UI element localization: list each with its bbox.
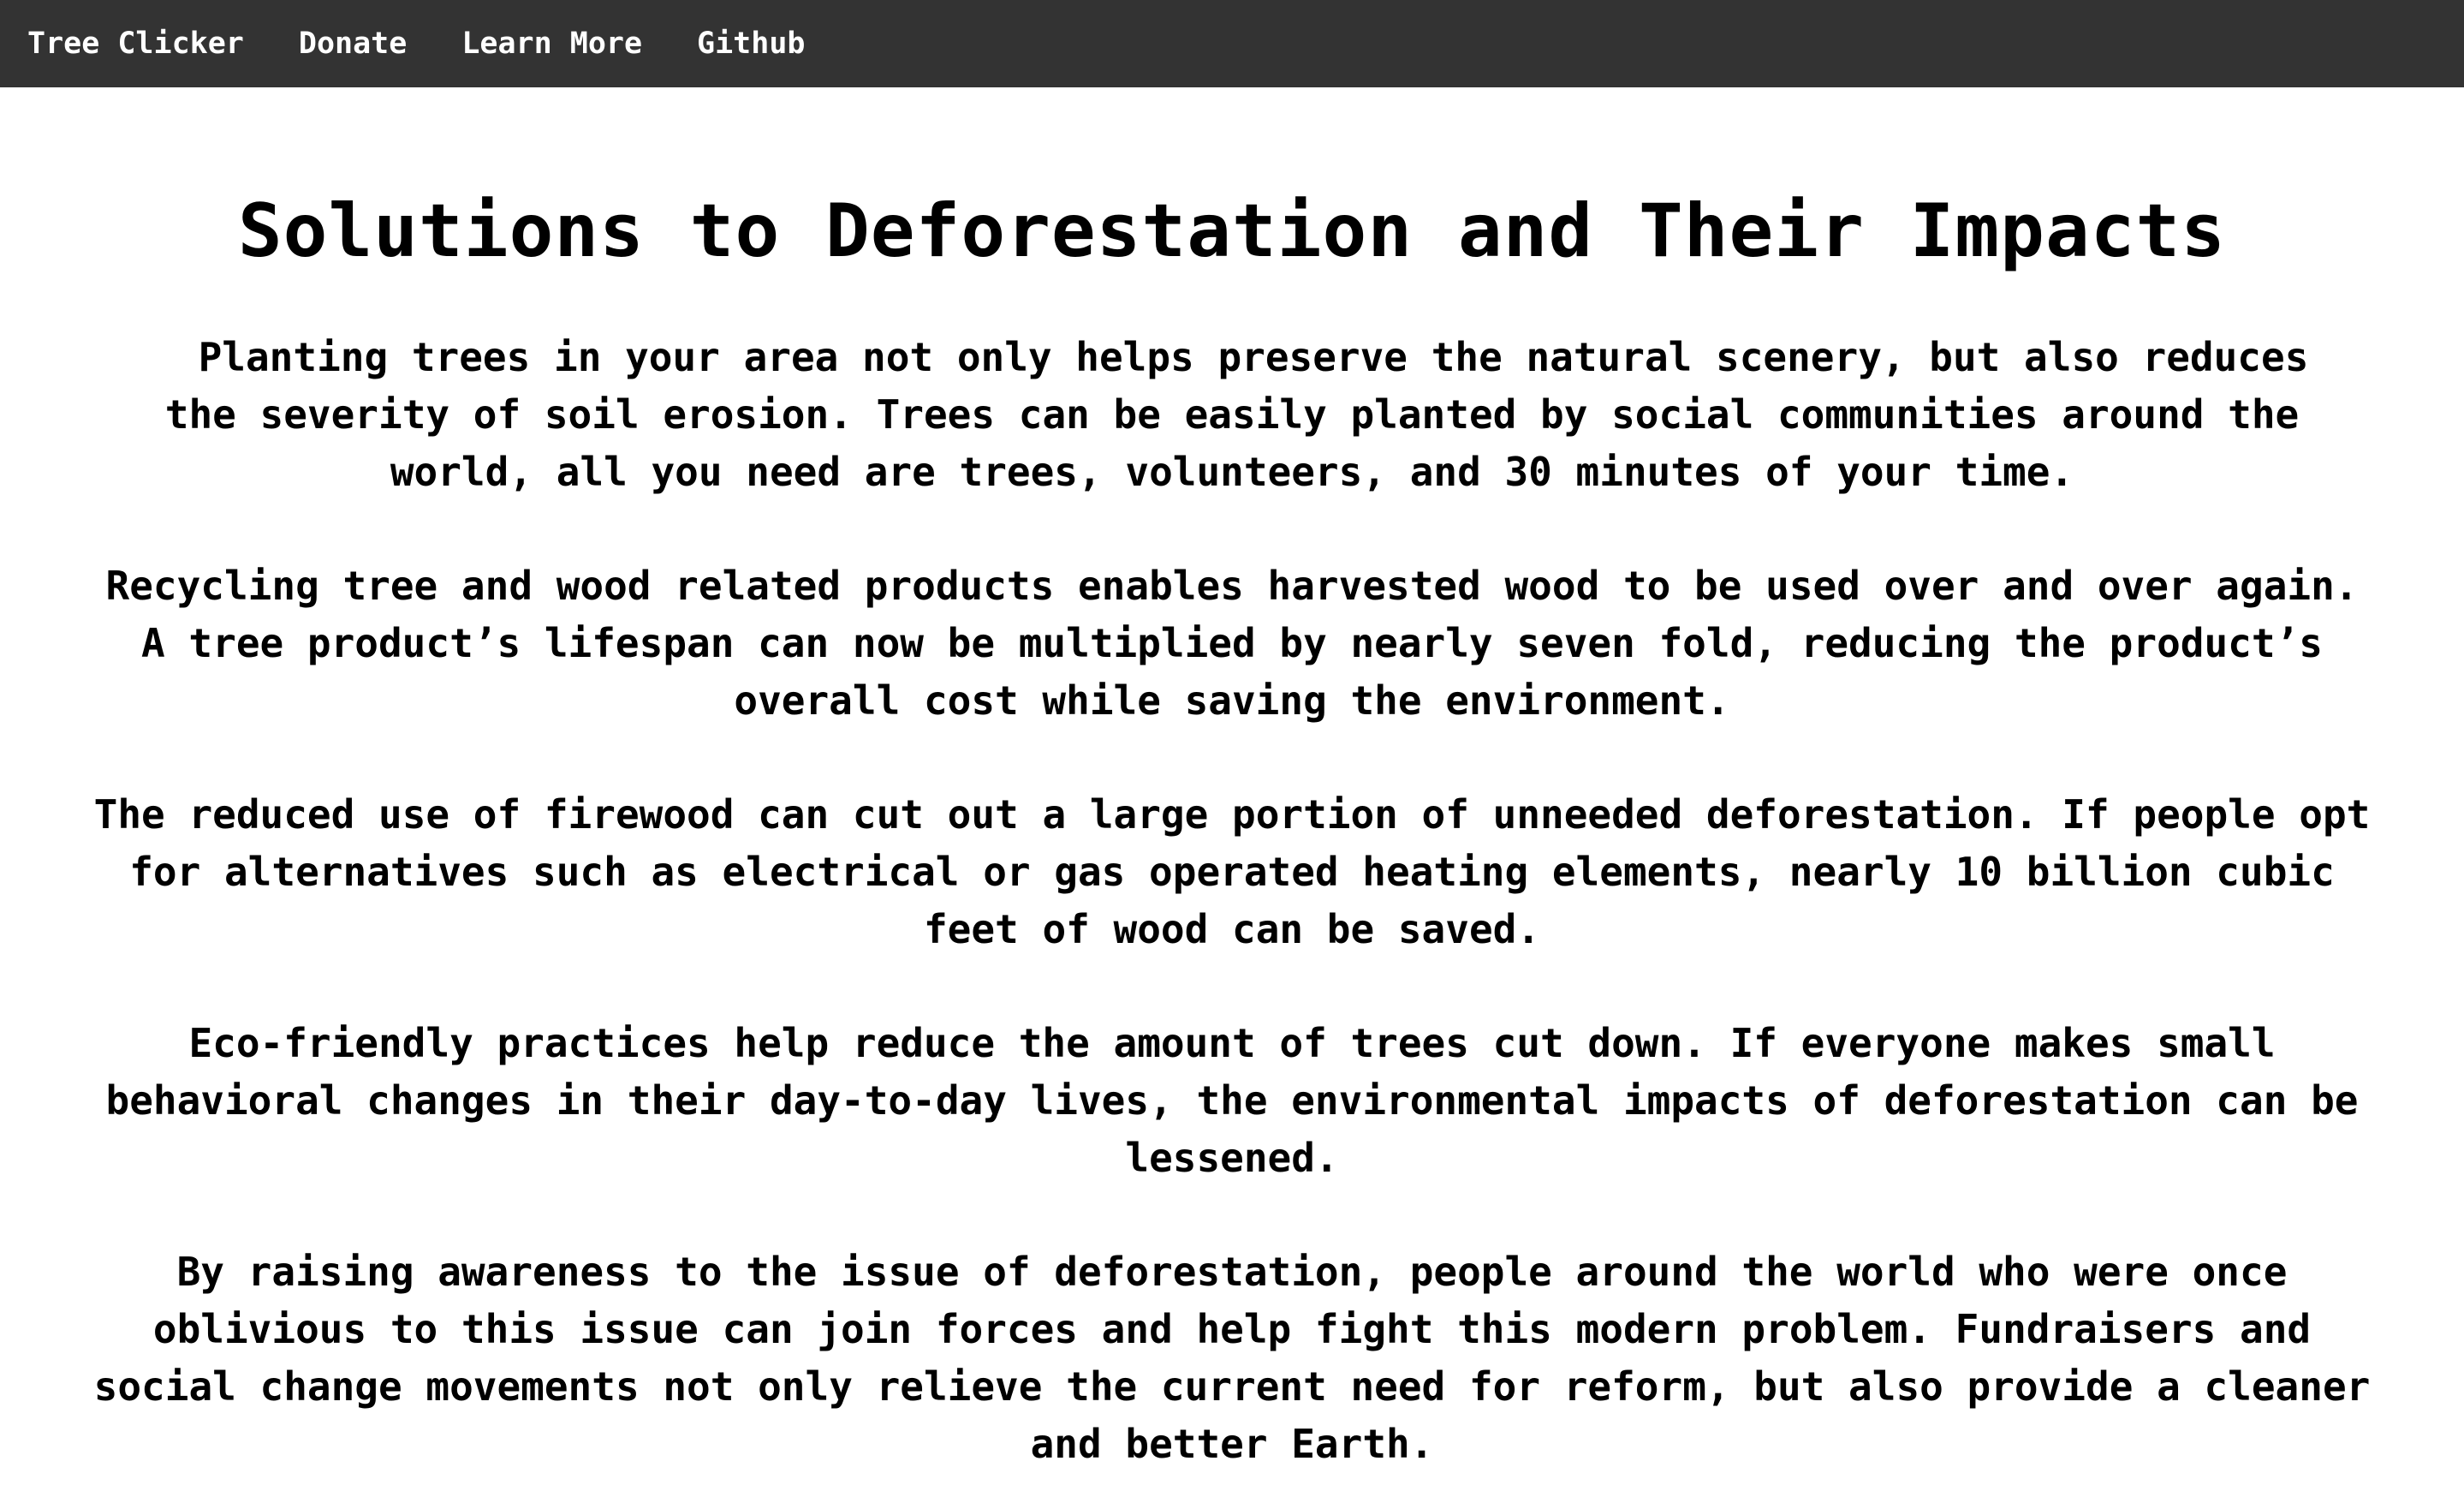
nav-link-tree-clicker[interactable]: Tree Clicker <box>27 27 244 61</box>
nav-link-donate[interactable]: Donate <box>298 27 408 61</box>
paragraph-recycling: Recycling tree and wood related products enables harvested wood to be used over and over again. A tree product’s lifespan can now be multiplied by nearly seven fold, reducing the product’s overall cost while saving the environment. <box>105 563 2359 724</box>
nav-link-github[interactable]: Github <box>697 27 806 61</box>
nav-link-learn-more[interactable]: Learn More <box>461 27 643 61</box>
paragraph-awareness: By raising awareness to the issue of deforestation, people around the world who were once oblivious to this issue can join forces and help fight this modern problem. Fundraisers and social change movements not only relieve the current need for reform, but also provide a cleaner and better Earth. <box>93 1249 2371 1467</box>
top-navbar <box>0 0 2464 87</box>
page-title: Solutions to Deforestation and Their Impacts <box>237 188 2227 274</box>
paragraph-firewood: The reduced use of firewood can cut out a large portion of unneeded deforestation. If people opt for alternatives such as electrical or gas operated heating elements, nearly 10 billion cubic feet of wood can be saved. <box>93 791 2371 952</box>
main-content <box>86 87 2378 1473</box>
paragraph-planting-trees: Planting trees in your area not only helps preserve the natural scenery, but also reduces the severity of soil erosion. Trees can be easily planted by social communities around the world, all you need are trees, volunteers, and 30 minutes of your time. <box>164 334 2309 495</box>
paragraph-eco-friendly: Eco-friendly practices help reduce the amount of trees cut down. If everyone makes small behavioral changes in their day-to-day lives, the environmental impacts of deforestation can be lessened. <box>105 1020 2359 1181</box>
